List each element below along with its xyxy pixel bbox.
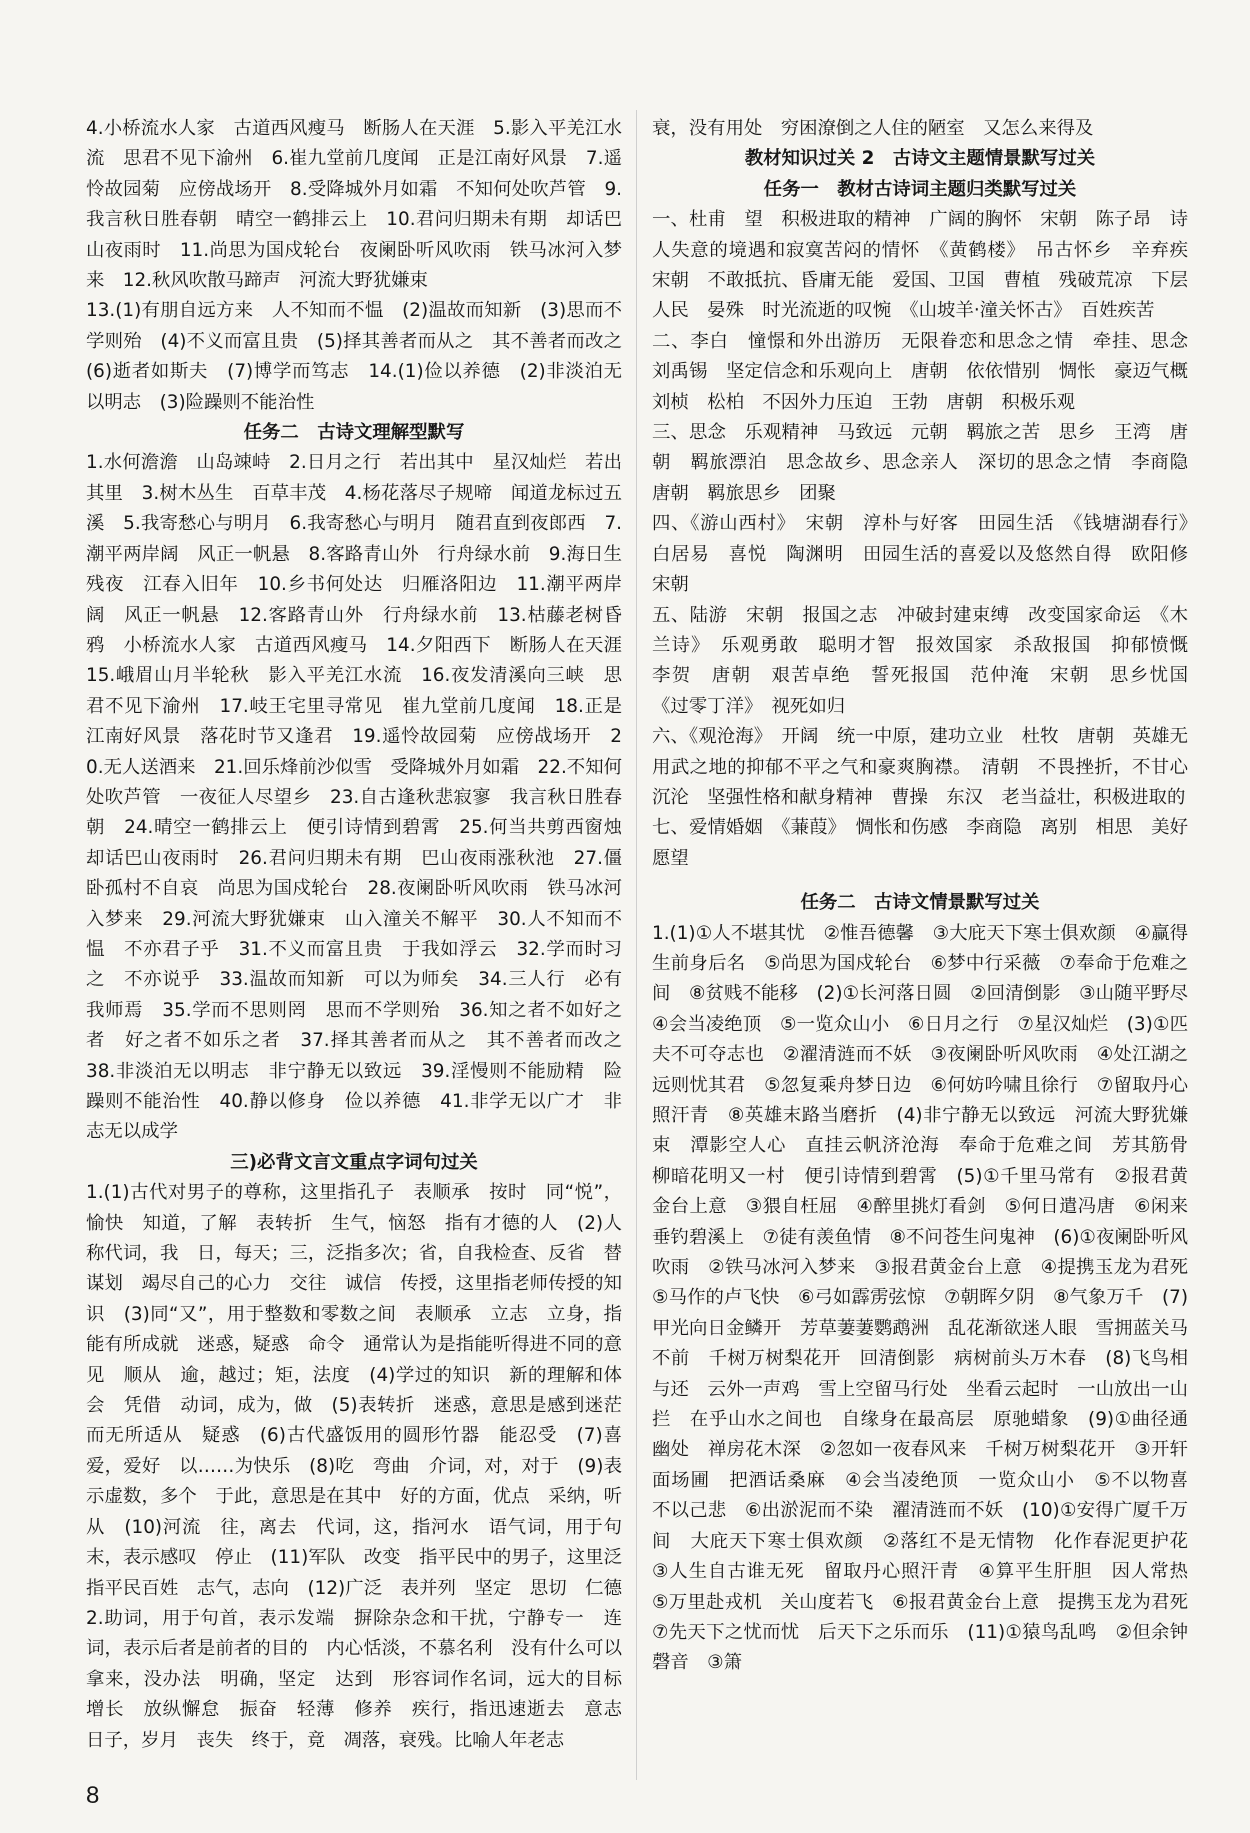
right-column (652, 114, 1207, 1679)
section-heading: 任务二 古诗文理解型默写 (243, 422, 465, 444)
answer-paragraph: 六、《观沧海》 开阔 统一中原，建功立业 杜牧 唐朝 英雄无用武之地的抑郁不平之气和豪爽胸襟。 清朝 不畏挫折，不甘心沉沦 坚强性格和献身精神 曹操 东汉 老当益壮，积极进取的 (652, 726, 1188, 808)
section-spacer (652, 874, 1188, 888)
answer-paragraph: 七、爱情婚姻 《蒹葭》 惆怅和伤感 李商隐 离别 相思 美好愿望 (652, 817, 1188, 869)
answer-paragraph: 三、思念 乐观精神 马致远 元朝 羁旅之苦 思乡 王湾 唐朝 羁旅漂泊 思念故乡、思念亲人 深切的思念之情 李商隐 唐朝 羁旅思乡 团聚 (652, 422, 1207, 504)
answer-paragraph: 二、李白 憧憬和外出游历 无限眷恋和思念之情 牵挂、思念 刘禹锡 坚定信念和乐观向上 唐朝 依依惜别 惆怅 豪迈气概 刘桢 松柏 不因外力压迫 王勃 唐朝 积极乐观 (652, 330, 1207, 413)
section-heading: 教材知识过关 2 古诗文主题情景默写过关 (744, 148, 1096, 170)
answer-paragraph: 1.(1)①人不堪其忧 ②惟吾德馨 ③大庇天下寒士俱欢颜 ④赢得生前身后名 ⑤尚思为国戍轮台 ⑥梦中行采薇 ⑦奉命于危难之间 ⑧贫贱不能移 (2)①长河落日圆 ②回清倒影 ③山随平野尽 ④会当凌绝顶 ⑤一览众山小 ⑥日月之行 ⑦星汉灿烂 (3)①匹夫不可夺志也 ②濯清涟而不妖 ③夜阑卧听风吹雨 ④处江湖之远则忧其君 ⑤忽复乘舟梦日边 ⑥何妨吟啸且徐行 ⑦留取丹心照汗青 ⑧英雄末路当磨折 (4)非宁静无以致远 河流大野犹嫌束 潭影空人心 直挂云帆济沧海 奉命于危难之间 芳其筋骨 柳暗花明又一村 便引诗情到碧霄 (5)①千里马常有 ②报君黄金台上意 ③猥自枉屈 ④醉里挑灯看剑 ⑤何日遣冯唐 ⑥闲来垂钓碧溪上 ⑦徒有羡鱼情 ⑧不问苍生问鬼神 (6)①夜阑卧听风吹雨 ②铁马冰河入梦来 ③报君黄金台上意 ④提携玉龙为君死 ⑤马作的卢飞快 ⑥弓如霹雳弦惊 ⑦朝晖夕阴 ⑧气象万千 (7)甲光向日金鳞开 芳草萋萋鹦鹉洲 乱花渐欲迷人眼 雪拥蓝关马不前 千树万树梨花开 回清倒影 病树前头万木春 (8)飞鸟相与还 云外一声鸡 雪上空留马行处 坐看云起时 一山放出一山拦 在乎山水之间也 自缘身在最高层 原驰蜡象 (9)①曲径通幽处 禅房花木深 ②忽如一夜春风来 千树万树梨花开 ③开轩面场圃 把酒话桑麻 ④会当凌绝顶 一览众山小 ⑤不以物喜 不以己悲 ⑥出淤泥而不染 濯清涟而不妖 (10)①安得广厦千万间 大庇天下寒士俱欢颜 ②落红不是无情物 化作春泥更护花 ③人生自古谁无死 留取丹心照汗青 ④算平生肝胆 因人常热 ⑤万里赴戎机 关山度若飞 ⑥报君黄金台上意 提携玉龙为君死 ⑦先天下之忧而忧 后天下之乐而乐 (11)①猿鸟乱鸣 ②但余钟磬音 ③箫 (652, 922, 1207, 1674)
answer-paragraph: 一、杜甫 望 积极进取的精神 广阔的胸怀 宋朝 陈子昂 诗人失意的境遇和寂寞苦闷的情怀 《黄鹤楼》 吊古怀乡 辛弃疾 宋朝 不敢抵抗、昏庸无能 爱国、卫国 曹植 残破荒凉 下层人民 晏殊 时光流逝的叹惋 《山坡羊·潼关怀古》 百姓疾苦 (652, 209, 1207, 322)
section-heading: 任务一 教材古诗词主题归类默写过关 (763, 178, 1077, 200)
answer-paragraph: 13.(1)有朋自远方来 人不知而不愠 (2)温故而知新 (3)思而不学则殆 (4)不义而富且贵 (5)择其善者而从之 其不善者而改之 (6)逝者如斯夫 (7)博学而笃志 14.(1)俭以养德 (2)非淡泊无以明志 (3)险躁则不能治性 (86, 300, 641, 413)
section-heading: 任务二 古诗文情景默写过关 (800, 892, 1040, 914)
column-divider (636, 110, 637, 1780)
answer-paragraph: 衰，没有用处 穷困潦倒之人住的陋室 又怎么来得及 (652, 118, 1094, 139)
page-number: 8 (86, 1782, 100, 1809)
left-column (86, 114, 641, 1756)
section-heading: 三)必背文言文重点字词句过关 (230, 1151, 478, 1173)
answer-paragraph: 1.水何澹澹 山岛竦峙 2.日月之行 若出其中 星汉灿烂 若出其里 3.树木丛生 百草丰茂 4.杨花落尽子规啼 闻道龙标过五溪 5.我寄愁心与明月 6.我寄愁心与明月 随君直到夜郎西 7.潮平两岸阔 风正一帆悬 8.客路青山外 行舟绿水前 9.海日生残夜 江春入旧年 10.乡书何处达 归雁洛阳边 11.潮平两岸阔 风正一帆悬 12.客路青山外 行舟绿水前 13.枯藤老树昏鸦 小桥流水人家 古道西风瘦马 14.夕阳西下 断肠人在天涯 15.峨眉山月半轮秋 影入平羌江水流 16.夜发清溪向三峡 思君不见下渝州 17.岐王宅里寻常见 崔九堂前几度闻 18.正是江南好风景 落花时节又逢君 19.遥怜故园菊 应傍战场开 20.无人送酒来 21.回乐烽前沙似雪 受降城外月如霜 22.不知何处吹芦管 一夜征人尽望乡 23.自古逢秋悲寂寥 我言秋日胜春朝 24.晴空一鹤排云上 便引诗情到碧霄 25.何当共剪西窗烛 却话巴山夜雨时 26.君问归期未有期 巴山夜雨涨秋池 27.僵卧孤村不自哀 尚思为国戍轮台 28.夜阑卧听风吹雨 铁马冰河入梦来 29.河流大野犹嫌束 山入潼关不解平 30.人不知而不愠 不亦君子乎 31.不义而富且贵 于我如浮云 32.学而时习之 不亦说乎 33.温故而知新 可以为师矣 34.三人行 必有我师焉 35.学而不思则罔 思而不学则殆 36.知之者不如好之者 好之者不如乐之者 37.择其善者而从之 其不善者而改之 38.非淡泊无以明志 非宁静无以致远 39.淫慢则不能励精 险躁则不能治性 40.静以修身 俭以养德 41.非学无以广才 非志无以成学 (86, 452, 641, 1143)
answer-paragraph: 五、陆游 宋朝 报国之志 冲破封建束缚 改变国家命运 《木兰诗》 乐观勇敢 聪明才智 报效国家 杀敌报国 抑郁愤慨 李贺 唐朝 艰苦卓绝 誓死报国 范仲淹 宋朝 思乡忧国 《过零丁洋》 视死如归 (652, 604, 1207, 717)
answer-paragraph: 四、《游山西村》 宋朝 淳朴与好客 田园生活 《钱塘湖春行》 白居易 喜悦 陶渊明 田园生活的喜爱以及悠然自得 欧阳修 宋朝 (652, 513, 1207, 596)
answer-paragraph: 1.(1)古代对男子的尊称，这里指孔子 表顺承 按时 同“悦”，愉快 知道，了解 表转折 生气，恼怒 指有才德的人 (2)人称代词，我 日，每天；三，泛指多次；省，自我检查、反省 替 谋划 竭尽自己的心力 交往 诚信 传授，这里指老师传授的知识 (3)同“又”，用于整数和零数之间 表顺承 立志 立身，指能有所成就 迷惑，疑惑 命令 通常认为是指能听得进不同的意见 顺从 逾，越过；矩，法度 (4)学过的知识 新的理解和体会 凭借 动词，成为，做 (5)表转折 迷惑，意思是感到迷茫而无所适从 疑惑 (6)古代盛饭用的圆形竹器 能忍受 (7)喜爱，爱好 以……为快乐 (8)吃 弯曲 介词，对，对于 (9)表示虚数，多个 于此，意思是在其中 好的方面，优点 采纳，听从 (10)河流 往，离去 代词，这，指河水 语气词，用于句末，表示感叹 停止 (11)军队 改变 指平民中的男子，这里泛指平民百姓 志气，志向 (12)广泛 表并列 坚定 思切 仁德 2.助词，用于句首，表示发端 摒除杂念和干扰，宁静专一 连词，表示后者是前者的目的 内心恬淡，不慕名利 没有什么可以拿来，没办法 明确，坚定 达到 形容词作名词，远大的目标 增长 放纵懈怠 振奋 轻薄 修养 疾行，指迅速逝去 意志 日子，岁月 丧失 终于，竟 凋落，衰残。比喻人年老志 (86, 1182, 641, 1751)
answer-paragraph: 4.小桥流水人家 古道西风瘦马 断肠人在天涯 5.影入平羌江水流 思君不见下渝州 6.崔九堂前几度闻 正是江南好风景 7.遥怜故园菊 应傍战场开 8.受降城外月如霜 不知何处吹芦管 9.我言秋日胜春朝 晴空一鹤排云上 10.君问归期未有期 却话巴山夜雨时 11.尚思为国戍轮台 夜阑卧听风吹雨 铁马冰河入梦来 12.秋风吹散马蹄声 河流大野犹嫌束 (86, 118, 622, 292)
